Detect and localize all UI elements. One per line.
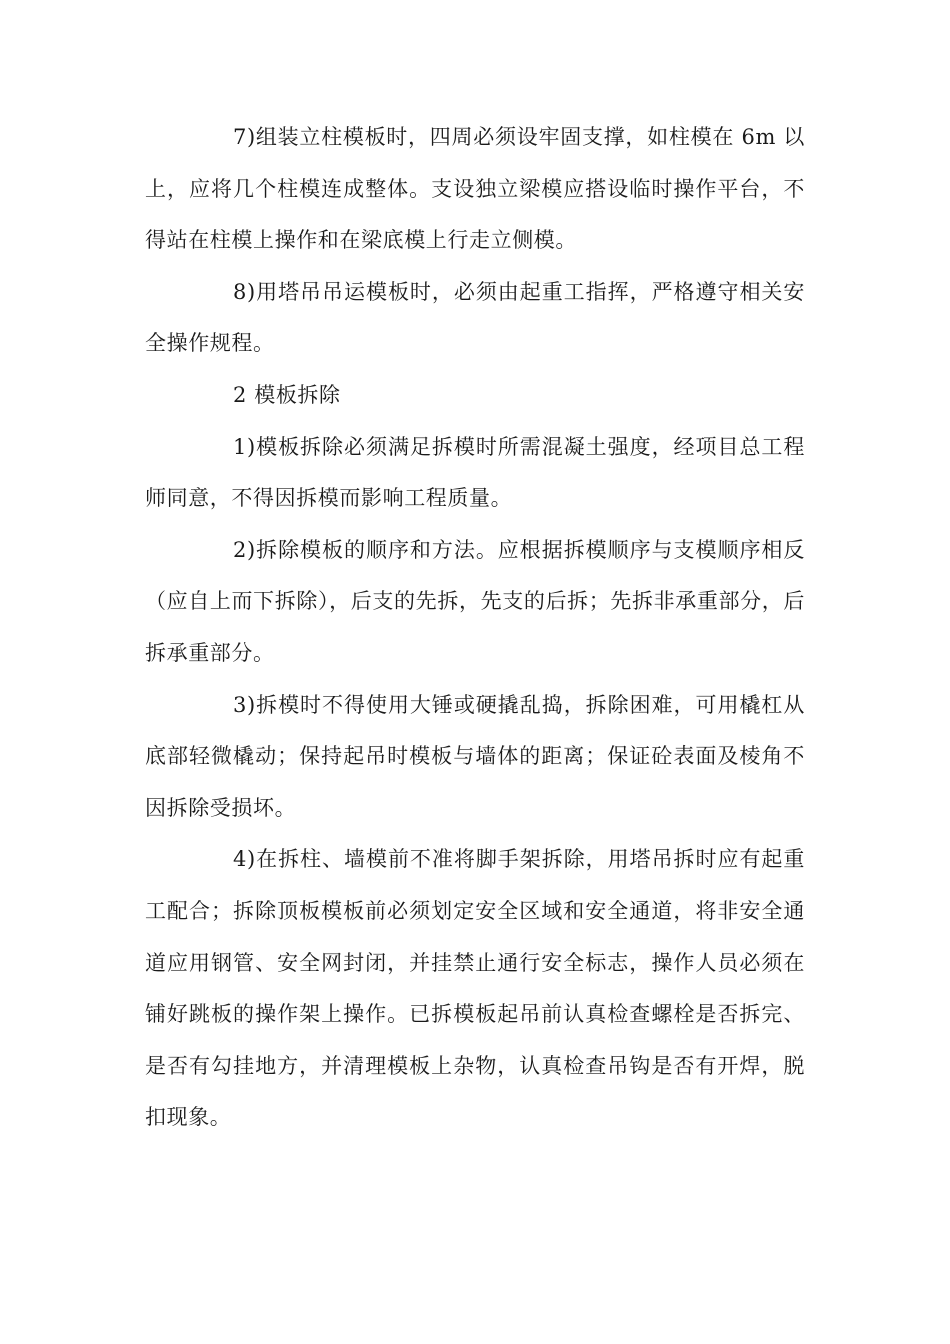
paragraph-removal-item-1: 1)模板拆除必须满足拆模时所需混凝土强度，经项目总工程师同意，不得因拆模而影响工程质量。 <box>145 434 805 511</box>
section-heading-formwork-removal: 2 模板拆除 <box>233 382 341 407</box>
paragraph-removal-item-4: 4)在拆柱、墙模前不准将脚手架拆除，用塔吊拆时应有起重工配合；拆除顶板模板前必须划定安全区域和安全通道，将非安全通道应用钢管、安全网封闭，并挂禁止通行安全标志，操作人员必须在铺好跳板的操作架上操作。已拆模板起吊前认真检查螺栓是否拆完、是否有勾挂地方，并清理模板上杂物，认真检查吊钩是否有开焊，脱扣现象。 <box>145 847 805 1130</box>
document-body <box>145 112 805 1144</box>
paragraph-item-8: 8)用塔吊吊运模板时，必须由起重工指挥，严格遵守相关安全操作规程。 <box>145 279 805 356</box>
paragraph-removal-item-2: 2)拆除模板的顺序和方法。应根据拆模顺序与支模顺序相反（应自上而下拆除），后支的先拆，先支的后拆；先拆非承重部分，后拆承重部分。 <box>145 537 805 665</box>
paragraph-item-7: 7)组装立柱模板时，四周必须设牢固支撑，如柱模在 6m 以上，应将几个柱模连成整体。支设独立梁模应搭设临时操作平台，不得站在柱模上操作和在梁底模上行走立侧模。 <box>145 125 805 253</box>
paragraph-removal-item-3: 3)拆模时不得使用大锤或硬撬乱捣，拆除困难，可用橇杠从底部轻微橇动；保持起吊时模板与墙体的距离；保证砼表面及棱角不因拆除受损坏。 <box>145 692 805 820</box>
